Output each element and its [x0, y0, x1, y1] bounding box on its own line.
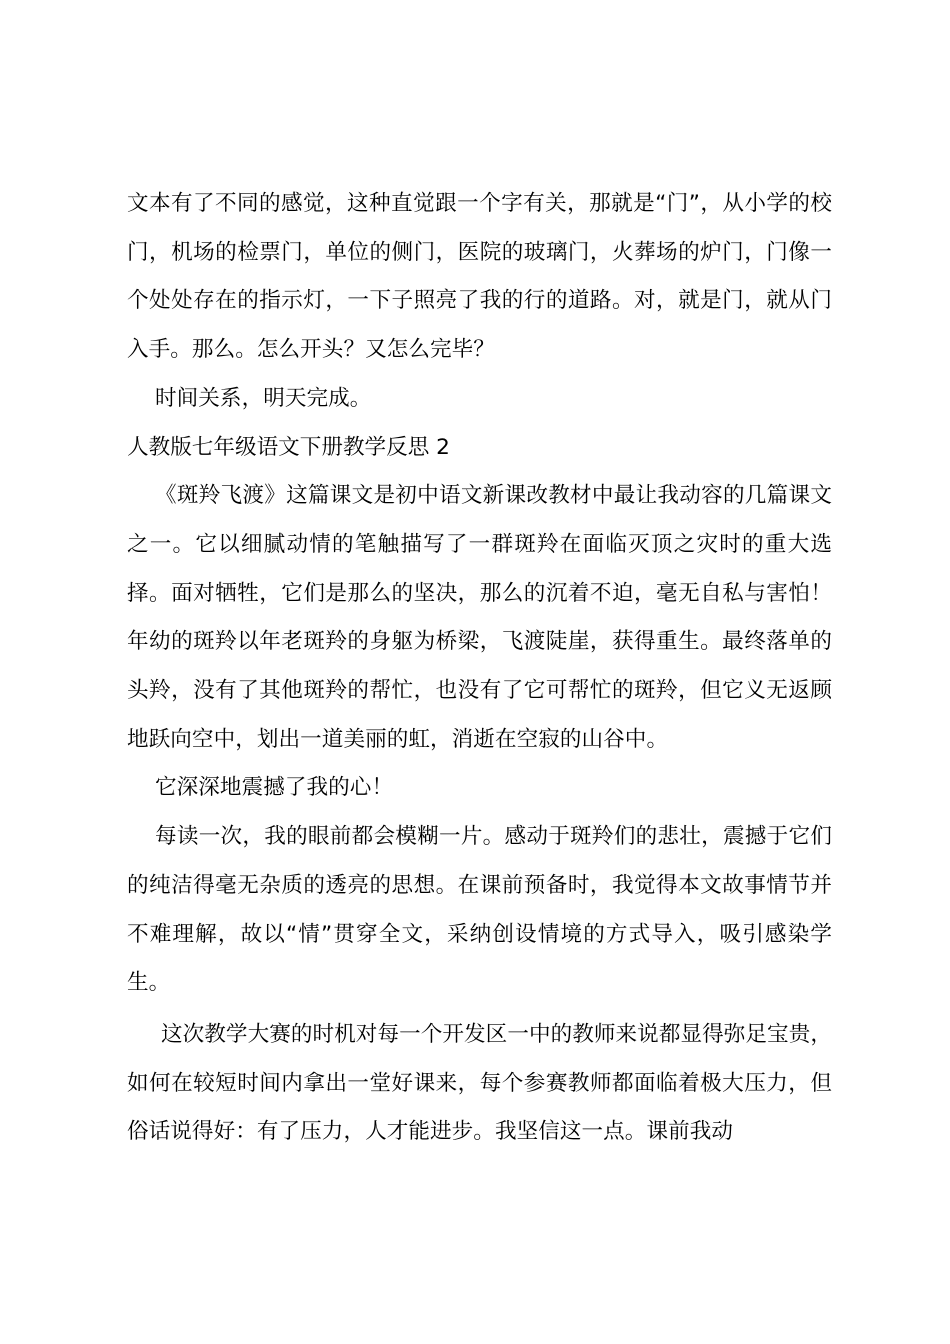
paragraph-reading-reflection: 每读一次，我的眼前都会模糊一片。感动于斑羚们的悲壮，震撼于它们的纯洁得毫无杂质的透亮的思想。在课前预备时，我觉得本文故事情节并不难理解，故以“情”贯穿全文，采纳创设情境的方式导入，吸引感染学生。 — [127, 824, 832, 996]
paragraph-time-note: 时间关系，明天完成。 — [155, 385, 372, 411]
paragraph-continuation: 文本有了不同的感觉，这种直觉跟一个字有关，那就是“门”，从小学的校门，机场的检票门，单位的侧门，医院的玻璃门，火葬场的炉门，门像一个处处存在的指示灯，一下子照亮了我的行的道路。对，就是门，就从门入手。那么。怎么开头？又怎么完毕？ — [127, 191, 832, 363]
section-heading: 人教版七年级语文下册教学反思 2 — [127, 434, 450, 460]
paragraph-lesson-intro: 《斑羚飞渡》这篇课文是初中语文新课改教材中最让我动容的几篇课文之一。它以细腻动情的笔触描写了一群斑羚在面临灭顶之灾时的重大选择。面对牺牲，它们是那么的坚决，那么的沉着不迫，毫无自私与害怕！年幼的斑羚以年老斑羚的身躯为桥梁，飞渡陡崖，获得重生。最终落单的头羚，没有了其他斑羚的帮忙，也没有了它可帮忙的斑羚，但它义无返顾地跃向空中，划出一道美丽的虹，消逝在空寂的山谷中。 — [127, 483, 832, 752]
paragraph-contest: 这次教学大赛的时机对每一个开发区一中的教师来说都显得弥足宝贵，如何在较短时间内拿出一堂好课来，每个参赛教师都面临着极大压力，但俗话说得好：有了压力，人才能进步。我坚信这一点。课前我动 — [127, 1021, 832, 1145]
document-page — [127, 180, 832, 1157]
paragraph-impact: 它深深地震撼了我的心！ — [155, 775, 394, 801]
